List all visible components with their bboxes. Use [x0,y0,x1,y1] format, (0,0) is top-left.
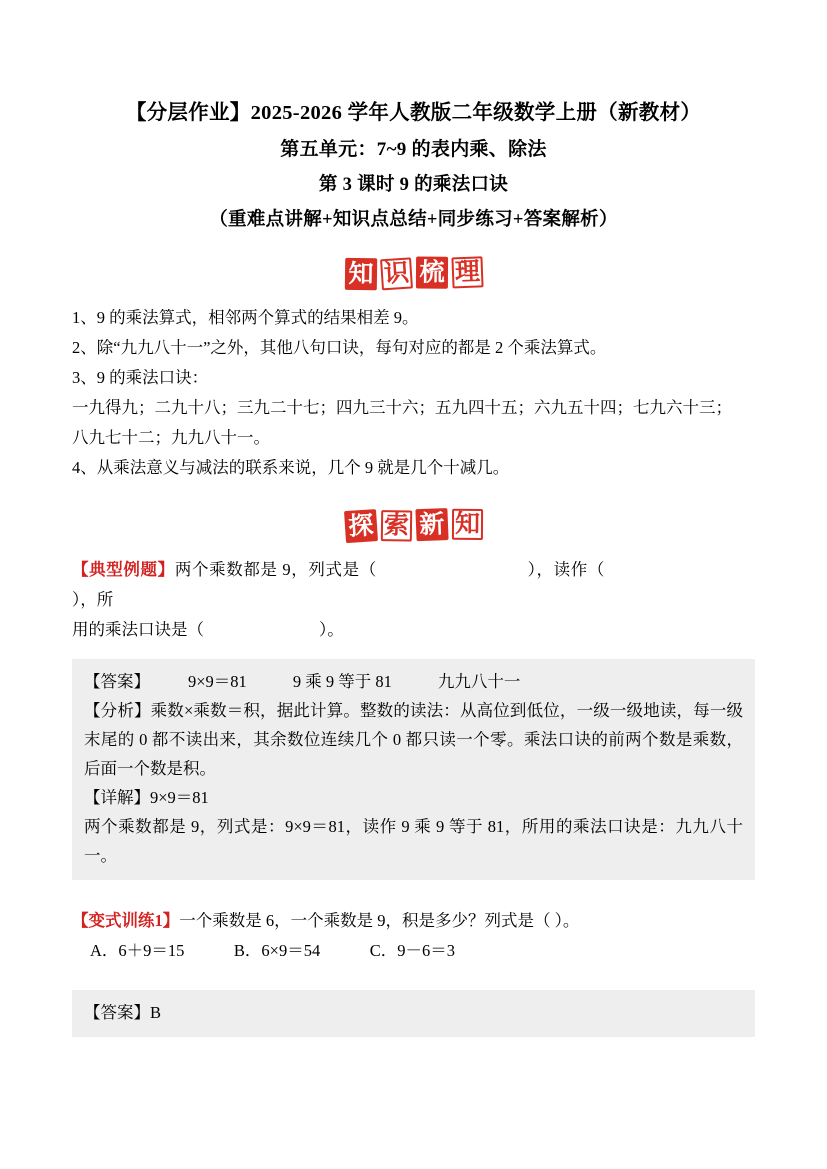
title-line-3: 第 3 课时 9 的乘法口诀 [318,175,509,195]
stamp-char-suo: 索 [380,510,411,541]
multiplication-rhyme-line-2: 八九七十二；九九八十一。 [72,428,270,447]
stamp-char-zhi2: 知 [451,508,482,539]
exercise-1-label: 【变式训练1】 [72,911,180,930]
knowledge-review-body [72,303,755,483]
example-text-5: ）。 [319,620,344,639]
knowledge-point-2: 2、除“九九八十一”之外，其他八句口诀，每句对应的都是 2 个乘法算式。 [72,338,607,357]
knowledge-point-4: 4、从乘法意义与减法的联系来说，几个 9 就是几个十减几。 [72,458,510,477]
example-answer-value-2: 9 乘 9 等于 81 [292,672,392,691]
exercise-1-question [72,906,755,936]
example-detail [84,783,743,812]
stamp-char-shi: 识 [380,257,413,290]
example-answer-box [72,659,755,880]
example-question [72,555,755,615]
exercise-1-text: 一个乘数是 6，一个乘数是 9，积是多少？列式是（ ）。 [179,911,580,930]
exercise-1-answer-label: 【答案】 [84,1003,150,1022]
stamp-char-xin: 新 [415,508,448,541]
stamp-char-shu: 梳 [415,257,447,289]
knowledge-point-1: 1、9 的乘法算式，相邻两个算式的结果相差 9。 [72,308,419,327]
example-text-2: ），读作（ [526,560,606,579]
typical-example [72,555,755,645]
title-line-4: （重难点讲解+知识点总结+同步练习+答案解析） [209,210,618,230]
knowledge-review-stamp [72,257,755,289]
example-detail-label: 【详解】 [84,788,150,807]
exercise-1 [72,906,755,966]
example-answer-label: 【答案】 [84,672,150,691]
example-answer-value-1: 9×9＝81 [188,672,247,691]
example-text-1: 两个乘数都是 9，列式是（ [174,560,377,579]
example-text-3: ），所 [72,590,114,609]
example-analysis-label: 【分析】 [84,701,151,720]
exercise-1-answer-box [72,990,755,1037]
exercise-1-answer [84,998,743,1027]
exercise-1-answer-value: B [150,1003,162,1022]
stamp-char-li: 理 [451,256,483,288]
knowledge-point-3: 3、9 的乘法口诀： [72,368,209,387]
example-detail-value: 9×9＝81 [150,788,209,807]
example-detail-text: 两个乘数都是 9，列式是：9×9＝81，读作 9 乘 9 等于 81，所用的乘法口诀是：九九八十一。 [84,817,743,865]
example-answer-value-3: 九九八十一 [437,672,521,691]
example-analysis-text: 乘数×乘数＝积，据此计算。整数的读法：从高位到低位，一级一级地读，每一级末尾的 0 都不读出来，其余数位连续几个 0 都只读一个零。乘法口诀的前两个数是乘数，后面一个数是积。 [84,701,743,778]
stamp-char-zhi: 知 [344,258,376,290]
stamp-char-tan: 探 [344,509,378,543]
multiplication-rhyme-line-1: 一九得九；二九十八；三九二十七；四九三十六；五九四十五；六九五十四；七九六十三； [72,398,732,417]
exercise-1-choices: A．6＋9＝15 B．6×9＝54 C．9－6＝3 [90,941,455,960]
title-line-1: 【分层作业】2025-2026 学年人教版二年级数学上册（新教材） [125,102,702,124]
example-label: 【典型例题】 [72,560,175,579]
explore-new-knowledge-stamp [72,509,755,541]
example-question-line-2 [72,615,755,645]
page-title [72,95,755,231]
example-text-4: 用的乘法口诀是（ [72,620,204,639]
example-answer-row [84,667,743,696]
title-line-2: 第五单元：7~9 的表内乘、除法 [280,139,547,160]
example-analysis [84,696,743,783]
